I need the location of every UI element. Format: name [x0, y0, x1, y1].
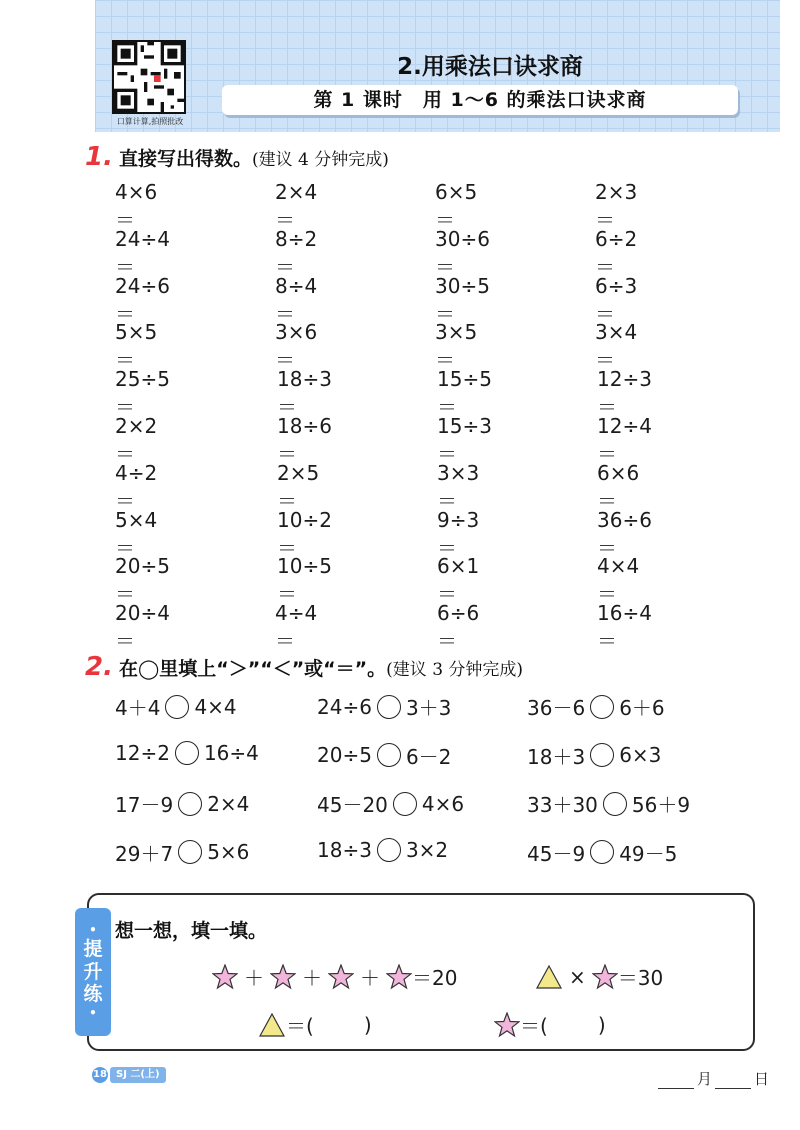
- answer-circle[interactable]: [393, 792, 417, 816]
- edition-tag: SJ 二(上): [110, 1067, 166, 1083]
- left-expression: 17－9: [115, 793, 174, 817]
- math-problem: 18÷6＝: [277, 413, 332, 466]
- question-2-heading: [85, 652, 523, 682]
- math-problem: 36÷6＝: [597, 507, 652, 560]
- math-problem: 2×5＝: [277, 460, 320, 513]
- equation-result: ＝20: [412, 966, 458, 990]
- answer-circle[interactable]: [377, 743, 401, 767]
- answer-circle[interactable]: [178, 840, 202, 864]
- right-expression: 16÷4: [203, 740, 259, 765]
- answer-circle[interactable]: [603, 792, 627, 816]
- math-problem: 4×6＝: [115, 180, 158, 232]
- right-expression: 4×6: [421, 791, 465, 816]
- comparison-item: [115, 692, 237, 721]
- right-expression: 6×3: [619, 743, 662, 767]
- math-problem: 25÷5＝: [115, 367, 170, 420]
- comparison-item: [115, 741, 259, 765]
- answer-circle[interactable]: [175, 741, 199, 765]
- answer-circle[interactable]: [590, 743, 614, 767]
- section-title: 2.用乘法口诀求商: [397, 54, 583, 80]
- math-problem: 12÷4＝: [597, 413, 652, 466]
- star-icon: [212, 964, 238, 990]
- left-expression: 36－6: [527, 696, 586, 720]
- qr-code-icon: [114, 42, 184, 112]
- math-problem: 3×4＝: [595, 320, 638, 373]
- month-blank[interactable]: [658, 1073, 694, 1089]
- question-number: 1.: [85, 142, 113, 172]
- answer-circle[interactable]: [590, 840, 614, 864]
- math-problem: 4÷2＝: [115, 460, 158, 513]
- comparison-item: [527, 692, 665, 721]
- question-instruction: 在◯里填上“＞”“＜”或“＝”。: [118, 658, 387, 680]
- comparison-item: [527, 789, 690, 818]
- star-icon: [494, 1012, 520, 1038]
- comparison-item: [317, 838, 448, 862]
- comparison-item: [115, 838, 249, 867]
- math-problem: 4÷4＝: [275, 601, 318, 654]
- left-expression: 24÷6: [317, 694, 372, 719]
- improvement-tab: [75, 908, 111, 1036]
- plus-sign: ＋: [302, 966, 322, 990]
- question-number: 2.: [85, 652, 113, 682]
- page-number: 18: [92, 1067, 108, 1083]
- comparison-item: [317, 741, 451, 770]
- comparison-item: [115, 789, 249, 818]
- math-problem: 20÷5＝: [115, 554, 170, 607]
- tab-dot: •: [89, 1006, 97, 1021]
- left-expression: 45－9: [527, 841, 586, 866]
- star-icon: [592, 964, 618, 990]
- right-expression: 2×4: [207, 791, 250, 816]
- math-problem: 6×1＝: [437, 554, 480, 607]
- tab-char: 练: [83, 983, 103, 1006]
- day-blank[interactable]: [715, 1073, 751, 1089]
- tab-char: 升: [83, 960, 103, 983]
- right-expression: 49－5: [619, 841, 678, 866]
- right-expression: 5×6: [207, 840, 250, 864]
- day-label: 日: [754, 1070, 770, 1088]
- answer-suffix: ): [363, 1012, 372, 1037]
- tab-char: 提: [83, 937, 103, 960]
- answer-suffix: ): [597, 1012, 606, 1037]
- month-label: 月: [697, 1070, 713, 1088]
- left-expression: 45－20: [317, 793, 388, 817]
- math-problem: 12÷3＝: [597, 367, 652, 420]
- comparison-item: [527, 838, 677, 867]
- math-problem: 5×4＝: [115, 507, 158, 560]
- right-expression: 3＋3: [405, 696, 452, 720]
- comparison-item: [317, 789, 464, 818]
- math-problem: 2×2＝: [115, 413, 158, 466]
- improvement-title: 想一想，填一填。: [115, 920, 268, 942]
- lesson-title: 第 1 课时 用 1～6 的乘法口诀求商: [222, 85, 738, 115]
- left-expression: 18＋3: [527, 744, 586, 769]
- answer-circle[interactable]: [178, 792, 202, 816]
- right-expression: 6＋6: [619, 696, 665, 720]
- answer-circle[interactable]: [377, 838, 401, 862]
- left-expression: 18÷3: [317, 837, 372, 862]
- question-hint: (建议 4 分钟完成): [251, 150, 389, 170]
- qr-caption: 口算计算,拍照批改: [116, 117, 184, 126]
- qr-code[interactable]: [112, 40, 186, 114]
- right-expression: 56＋9: [631, 793, 691, 817]
- left-expression: 20÷5: [317, 743, 372, 767]
- math-problem: 5×5＝: [115, 320, 158, 373]
- math-problem: 18÷3＝: [277, 367, 332, 420]
- math-problem: 2×3＝: [595, 180, 638, 232]
- math-problem: 10÷2＝: [277, 507, 332, 560]
- math-problem: 16÷4＝: [597, 601, 652, 654]
- question-1-heading: [85, 142, 389, 172]
- left-expression: 4＋4: [115, 696, 161, 720]
- plus-sign: ＋: [244, 966, 264, 990]
- star-icon: [328, 964, 354, 990]
- math-problem: 2×4＝: [275, 180, 318, 232]
- math-problem: 15÷5＝: [437, 367, 492, 420]
- math-problem: 24÷6＝: [115, 273, 170, 326]
- right-expression: 6－2: [405, 744, 452, 769]
- answer-circle[interactable]: [377, 695, 401, 719]
- math-problem: 6÷3＝: [595, 273, 638, 326]
- star-answer: [494, 1010, 606, 1039]
- star-equation: [212, 962, 457, 991]
- times-sign: ×: [569, 964, 586, 989]
- math-problem: 3×6＝: [275, 320, 318, 373]
- question-instruction: 直接写出得数。: [118, 148, 252, 170]
- answer-circle[interactable]: [590, 695, 614, 719]
- comparison-item: [317, 692, 451, 721]
- math-problem: 8÷2＝: [275, 226, 318, 279]
- left-expression: 29＋7: [115, 841, 174, 866]
- plus-sign: ＋: [360, 966, 380, 990]
- triangle-star-equation: [535, 962, 663, 991]
- math-problem: 24÷4＝: [115, 226, 170, 279]
- math-problem: 8÷4＝: [275, 273, 318, 326]
- math-problem: 6÷6＝: [437, 601, 480, 654]
- math-problem: 15÷3＝: [437, 413, 492, 466]
- triangle-answer: [258, 1010, 372, 1039]
- math-problem: 3×3＝: [437, 460, 480, 513]
- answer-prefix: ＝(: [520, 1014, 548, 1038]
- math-problem: 6÷2＝: [595, 226, 638, 279]
- math-problem: 20÷4＝: [115, 601, 170, 654]
- answer-circle[interactable]: [165, 695, 189, 719]
- equation-result: ＝30: [617, 966, 664, 990]
- math-problem: 3×5＝: [435, 320, 478, 373]
- math-problem: 30÷5＝: [435, 273, 490, 326]
- math-problem: 9÷3＝: [437, 507, 480, 560]
- answer-prefix: ＝(: [286, 1014, 314, 1038]
- math-problem: 4×4＝: [597, 554, 640, 607]
- triangle-icon: [535, 964, 563, 990]
- triangle-icon: [258, 1012, 286, 1038]
- star-icon: [270, 964, 296, 990]
- right-expression: 3×2: [405, 837, 449, 862]
- left-expression: 12÷2: [115, 740, 170, 765]
- math-problem: 30÷6＝: [435, 226, 490, 279]
- comparison-item: [527, 741, 661, 770]
- right-expression: 4×4: [194, 694, 237, 719]
- question-hint: (建议 3 分钟完成): [386, 660, 524, 680]
- date-field: [655, 1068, 769, 1089]
- tab-dot: •: [89, 923, 97, 938]
- left-expression: 33＋30: [527, 793, 598, 817]
- math-problem: 6×6＝: [597, 460, 640, 513]
- star-icon: [386, 964, 412, 990]
- math-problem: 6×5＝: [435, 180, 478, 232]
- math-problem: 10÷5＝: [277, 554, 332, 607]
